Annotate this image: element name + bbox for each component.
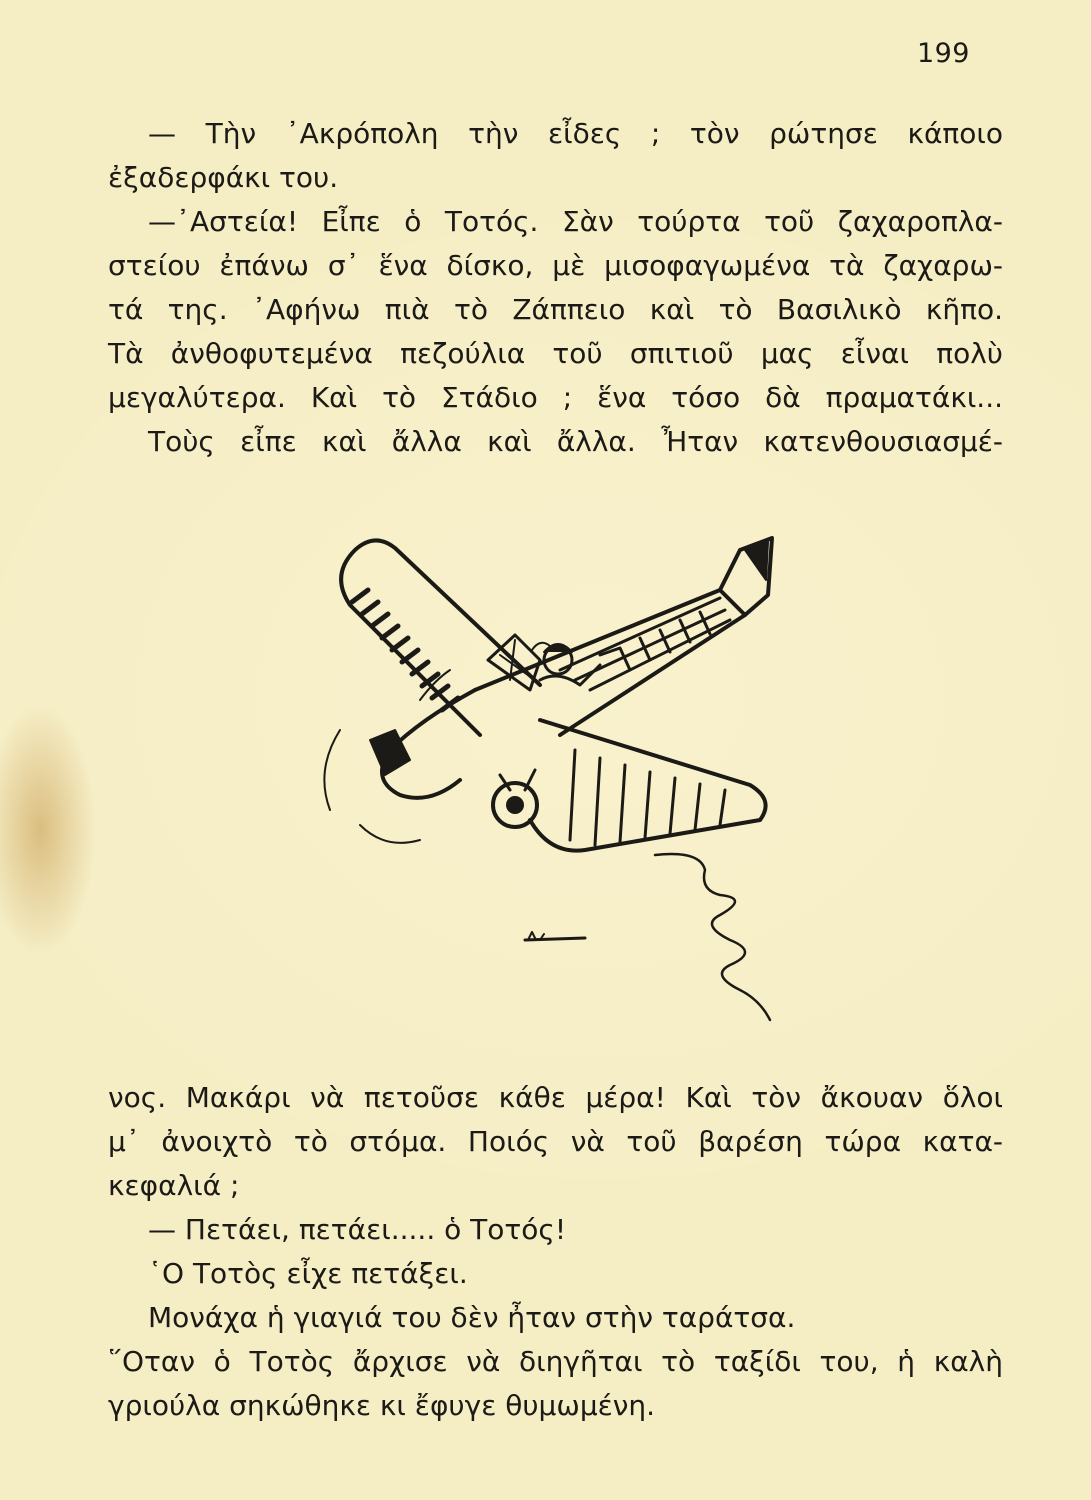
text-line: γριούλα σηκώθηκε κι ἔφυγε θυμωμένη. [108, 1389, 656, 1422]
text-line: μεγαλύτερα. Καὶ τὸ Στάδιο ; ἕνα τόσο δὰ πραματάκι... [108, 381, 1003, 414]
text-line: μ᾿ ἀνοιχτὸ τὸ στόμα. Ποιός νὰ τοῦ βαρέση τώρα κατα- [108, 1125, 1003, 1158]
text-line: ἐξαδερφάκι του. [108, 161, 339, 194]
text-line: — Πετάει, πετάει..... ὁ Τοτός! [148, 1213, 567, 1246]
text-line: ῾Ο Τοτὸς εἶχε πετάξει. [148, 1257, 468, 1290]
text-line: Τοὺς εἶπε καὶ ἄλλα καὶ ἄλλα. Ἦταν κατενθουσιασμέ- [148, 425, 1003, 458]
text-line: κεφαλιά ; [108, 1169, 240, 1202]
text-line: νος. Μακάρι νὰ πετοῦσε κάθε μέρα! Καὶ τὸν ἄκουαν ὅλοι [108, 1081, 1003, 1114]
text-line: Τὰ ἀνθοφυτεμένα πεζούλια τοῦ σπιτιοῦ μας εἶναι πολὺ [108, 337, 1003, 370]
text-block-bottom [108, 1076, 1003, 1428]
airplane-drawing [300, 520, 800, 1030]
airplane-illustration [300, 520, 800, 1030]
text-line: ῞Οταν ὁ Τοτὸς ἄρχισε νὰ διηγῆται τὸ ταξίδι του, ἡ καλὴ [108, 1345, 1003, 1378]
text-line: στείου ἐπάνω σ᾿ ἕνα δίσκο, μὲ μισοφαγωμένα τὰ ζαχαρω- [108, 249, 1003, 282]
text-line: —᾿Αστεία! Εἶπε ὁ Τοτός. Σὰν τούρτα τοῦ ζαχαροπλα- [148, 205, 1003, 238]
text-line: — Τὴν ᾿Ακρόπολη τὴν εἶδες ; τὸν ρώτησε κάποιο [148, 117, 1003, 150]
text-line: τά της. ᾿Αφήνω πιὰ τὸ Ζάππειο καὶ τὸ Βασιλικὸ κῆπο. [108, 293, 1003, 326]
text-block-top [108, 112, 1003, 464]
page-number: 199 [916, 38, 970, 69]
text-line: Μονάχα ἡ γιαγιά του δὲν ἦταν στὴν ταράτσα. [148, 1301, 796, 1334]
